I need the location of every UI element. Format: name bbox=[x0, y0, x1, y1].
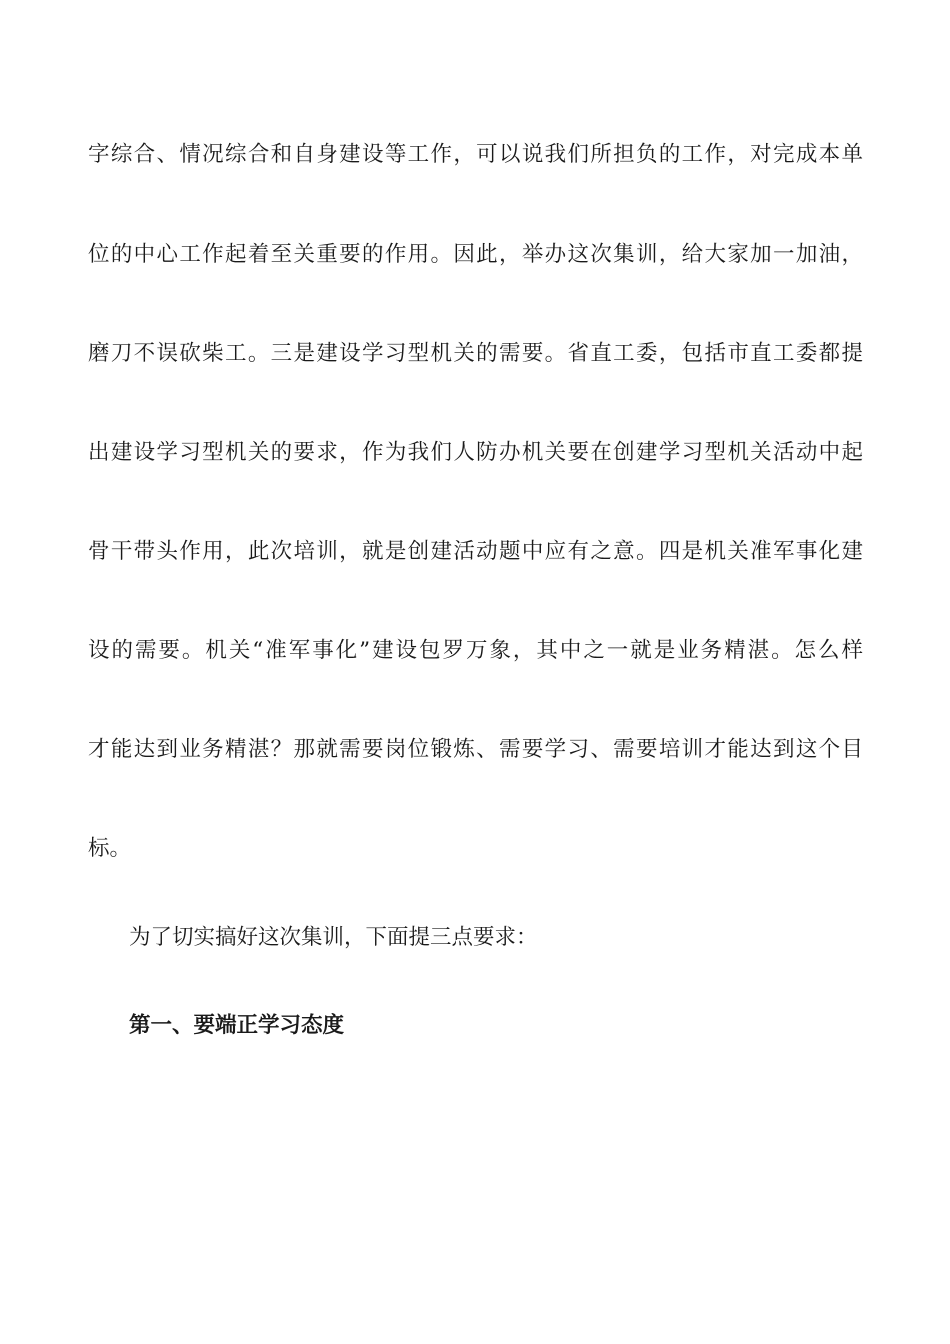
paragraph-line-1: 字综合、情况综合和自身建设等工作，可以说我们所担负的工作，对完成本单 bbox=[88, 142, 863, 167]
paragraph-line-3: 磨刀不误砍柴工。三是建设学习型机关的需要。省直工委，包括市直工委都提 bbox=[88, 341, 863, 366]
paragraph-line-4: 出建设学习型机关的要求，作为我们人防办机关要在创建学习型机关活动中起 bbox=[88, 440, 863, 465]
paragraph-line-2: 位的中心工作起着至关重要的作用。因此，举办这次集训，给大家加一加油， bbox=[88, 242, 863, 267]
paragraph-line-8: 标。 bbox=[88, 836, 132, 861]
paragraph-line-6: 设的需要。机关“准军事化”建设包罗万象，其中之一就是业务精湛。怎么样 bbox=[88, 638, 863, 663]
paragraph-line-7: 才能达到业务精湛？那就需要岗位锻炼、需要学习、需要培训才能达到这个目 bbox=[88, 737, 863, 762]
paragraph-line-5: 骨干带头作用，此次培训，就是创建活动题中应有之意。四是机关准军事化建 bbox=[88, 539, 863, 564]
paragraph-requirements-intro: 为了切实搞好这次集训，下面提三点要求： bbox=[129, 925, 538, 950]
section-heading: 第一、要端正学习态度 bbox=[129, 1013, 345, 1038]
